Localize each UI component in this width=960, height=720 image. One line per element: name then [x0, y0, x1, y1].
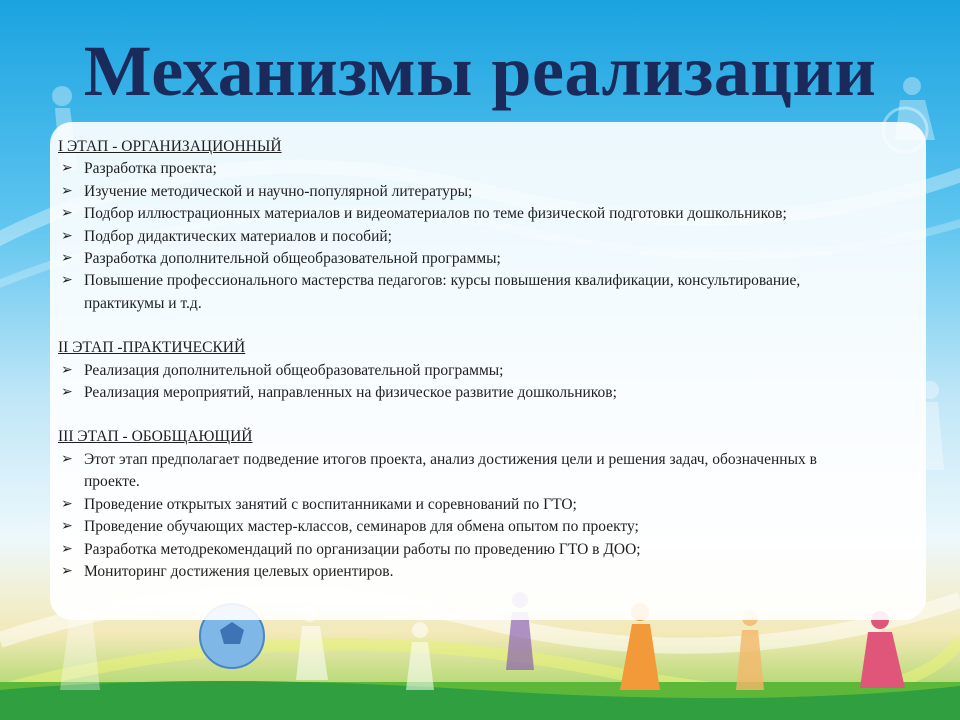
arrow-bullet-icon: ➢: [61, 385, 73, 401]
list-item: ➢ Разработка дополнительной общеобразовательной программы;: [58, 248, 858, 270]
list-item: ➢ Подбор дидактических материалов и пособий;: [58, 226, 858, 248]
stage-heading: I ЭТАП - ОРГАНИЗАЦИОННЫЙ: [58, 138, 282, 155]
list-item: ➢ Изучение методической и научно-популярной литературы;: [58, 181, 858, 203]
list-item: ➢ Реализация мероприятий, направленных на физическое развитие дошкольников;: [58, 382, 858, 404]
list-item: ➢ Разработка проекта;: [58, 158, 858, 180]
arrow-bullet-icon: ➢: [61, 362, 73, 378]
arrow-bullet-icon: ➢: [61, 206, 73, 222]
list-item: ➢ Подбор иллюстрационных материалов и видеоматериалов по теме физической подготовки дошкольников;: [58, 203, 858, 225]
arrow-bullet-icon: ➢: [61, 451, 73, 467]
list-item: ➢ Проведение обучающих мастер-классов, семинаров для обмена опытом по проекту;: [58, 516, 858, 538]
arrow-bullet-icon: ➢: [61, 273, 73, 289]
arrow-bullet-icon: ➢: [61, 251, 73, 267]
arrow-bullet-icon: ➢: [61, 519, 73, 535]
list-item: ➢ Повышение профессионального мастерства педагогов: курсы повышения квалификации, консультирование, практикумы и т.д.: [61, 272, 801, 312]
stage-1: [58, 136, 858, 315]
list-item: ➢ Этот этап предполагает подведение итогов проекта, анализ достижения цели и решения задач, обозначенных в проекте.: [61, 450, 817, 491]
stage-heading: III ЭТАП - ОБОБЩАЮЩИЙ: [58, 428, 253, 446]
arrow-bullet-icon: ➢: [61, 496, 73, 512]
arrow-bullet-icon: ➢: [61, 183, 73, 199]
stage-2: [58, 337, 858, 404]
arrow-bullet-icon: ➢: [61, 161, 73, 177]
stages-list: [58, 136, 858, 583]
list-item: ➢ Разработка методрекомендаций по организации работы по проведению ГТО в ДОО;: [58, 539, 858, 561]
list-item: ➢ Мониторинг достижения целевых ориентиров.: [58, 561, 858, 583]
arrow-bullet-icon: ➢: [61, 228, 73, 244]
stage-heading: II ЭТАП -ПРАКТИЧЕСКИЙ: [58, 339, 246, 357]
stage-3: [58, 426, 858, 583]
arrow-bullet-icon: ➢: [61, 541, 73, 557]
arrow-bullet-icon: ➢: [61, 563, 73, 579]
list-item: ➢ Проведение открытых занятий с воспитанниками и соревнований по ГТО;: [58, 494, 858, 516]
list-item: ➢ Реализация дополнительной общеобразовательной программы;: [58, 360, 858, 382]
page-title: Механизмы реализации: [83, 31, 877, 111]
